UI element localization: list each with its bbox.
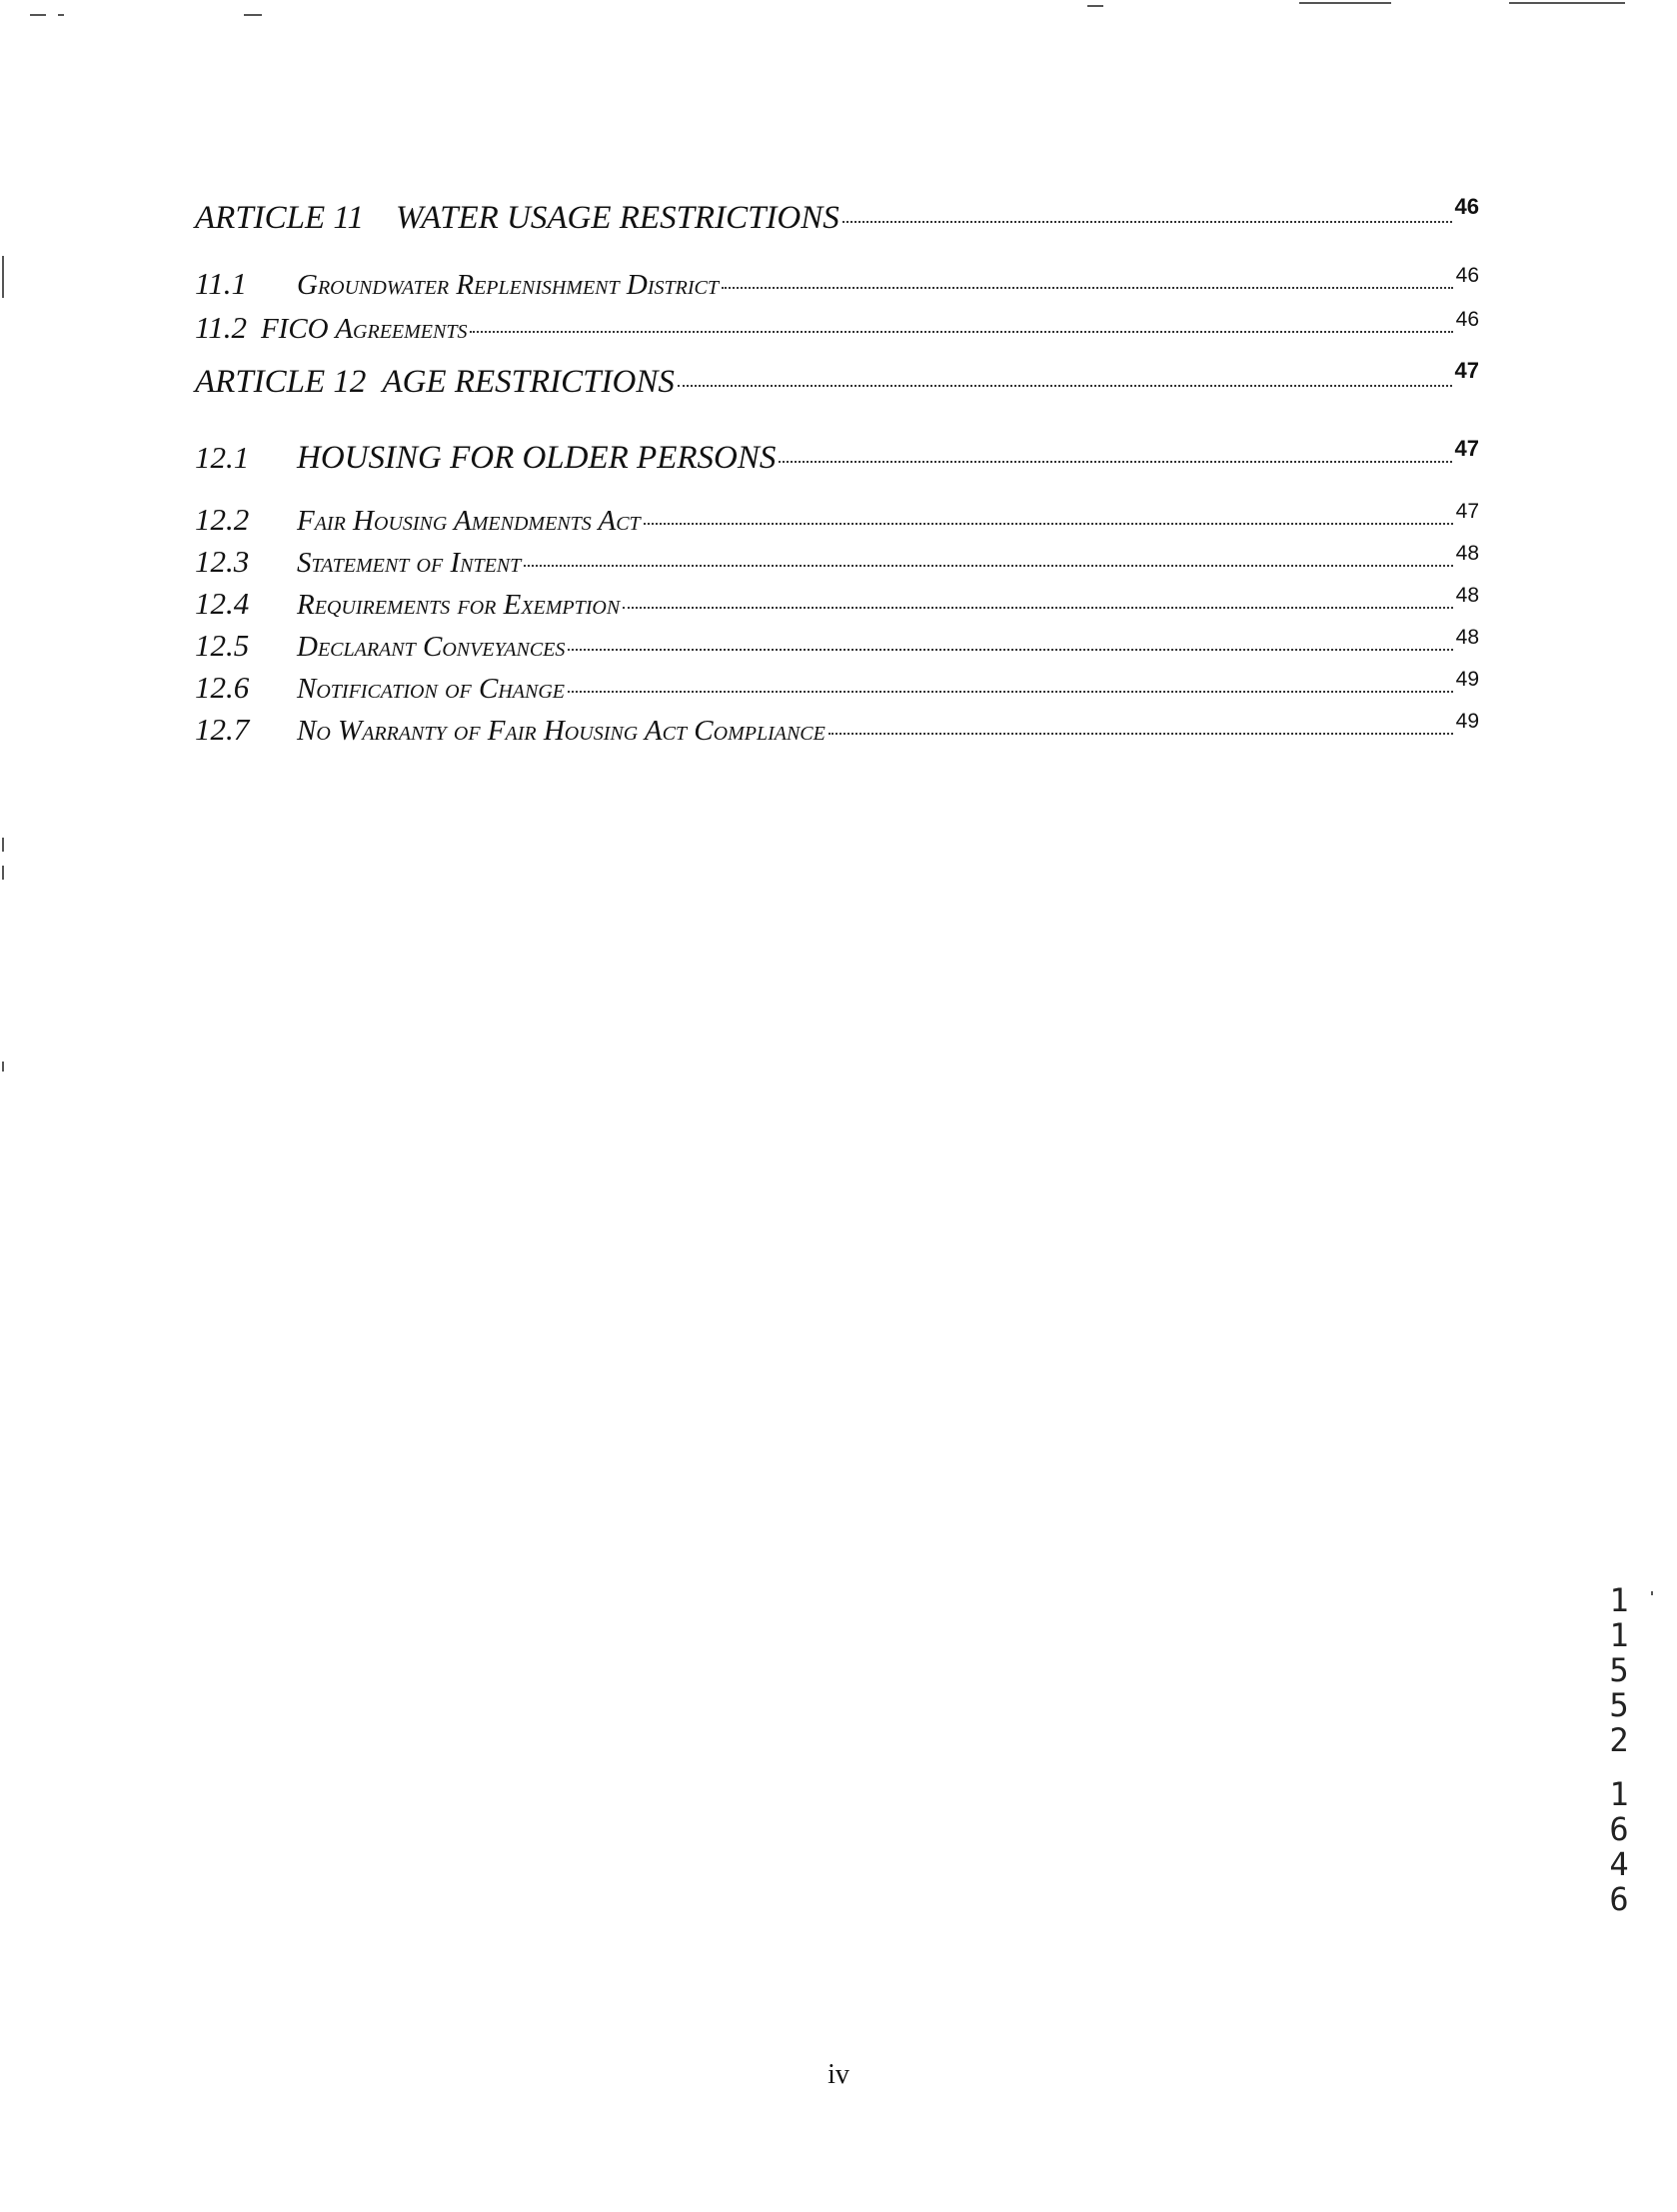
toc-entry-number: 12.6 <box>195 670 250 705</box>
toc-entry-page: 47 <box>1455 500 1479 523</box>
scan-mark <box>2 256 4 298</box>
toc-entry-page: 47 <box>1454 358 1479 383</box>
dot-leader <box>722 287 1453 289</box>
toc-section-12-6[interactable] <box>195 670 1479 706</box>
recording-stamp-page: 1646 <box>1609 1775 1629 1918</box>
toc-section-12-2[interactable] <box>195 502 1479 538</box>
toc-entry-page: 46 <box>1455 264 1479 287</box>
toc-entry-title: Groundwater Replenishment District <box>297 269 719 301</box>
scan-mark <box>2 838 4 852</box>
toc-entry-title: No Warranty of Fair Housing Act Compliance <box>297 715 826 747</box>
toc-entry-number: 12.1 <box>195 440 250 475</box>
toc-article-11[interactable] <box>195 194 1479 237</box>
toc-entry-number: 11.2 <box>195 310 247 345</box>
dot-leader <box>568 649 1452 651</box>
dot-leader <box>470 331 1452 333</box>
dot-leader <box>568 691 1453 693</box>
scan-mark <box>1509 2 1625 4</box>
toc-entry-page: 48 <box>1455 542 1479 565</box>
dot-leader <box>779 461 1451 463</box>
toc-entry-page: 47 <box>1454 436 1479 461</box>
scan-mark <box>1299 2 1391 4</box>
toc-entry-number: 11.1 <box>195 266 247 301</box>
toc-entry-page: 49 <box>1455 710 1479 733</box>
toc-entry-title: Fair Housing Amendments Act <box>297 505 641 537</box>
dot-leader <box>829 733 1453 735</box>
toc-section-11-2[interactable] <box>195 310 1479 346</box>
scan-mark <box>58 14 64 16</box>
toc-entry-page: 48 <box>1455 626 1479 649</box>
scan-mark <box>1087 5 1103 7</box>
toc-entry-title: HOUSING FOR OLDER PERSONS <box>297 440 777 476</box>
toc-entry-title: FICO Agreements <box>260 313 468 345</box>
scan-mark <box>1651 1591 1653 1595</box>
toc-entry-title: Declarant Conveyances <box>297 631 566 663</box>
page-number-footer: iv <box>828 2059 849 2090</box>
dot-leader <box>524 565 1452 567</box>
scan-mark <box>2 866 4 880</box>
toc-section-12-1[interactable] <box>195 436 1479 477</box>
toc-entry-number: ARTICLE 12 <box>195 364 367 400</box>
toc-section-12-5[interactable] <box>195 628 1479 664</box>
toc-entry-title: Requirements for Exemption <box>297 589 621 621</box>
toc-entry-title: AGE RESTRICTIONS <box>382 364 675 400</box>
toc-entry-page: 46 <box>1455 308 1479 331</box>
toc-entry-number: 12.4 <box>195 586 250 621</box>
scan-mark <box>2 1062 4 1072</box>
scan-mark <box>30 14 46 16</box>
toc-entry-page: 46 <box>1454 194 1479 219</box>
toc-section-12-4[interactable] <box>195 586 1479 622</box>
toc-entry-number: ARTICLE 11 <box>195 200 364 236</box>
toc-entry-title: Notification of Change <box>297 673 565 705</box>
toc-article-12[interactable] <box>195 358 1479 401</box>
recording-stamp-book: 11552 <box>1609 1581 1629 1759</box>
toc-entry-title: WATER USAGE RESTRICTIONS <box>395 200 839 236</box>
toc-entry-page: 48 <box>1455 584 1479 607</box>
toc-entry-page: 49 <box>1455 668 1479 691</box>
toc-section-11-1[interactable] <box>195 266 1479 302</box>
dot-leader <box>644 523 1453 525</box>
toc-entry-number: 12.2 <box>195 502 250 537</box>
dot-leader <box>678 385 1452 387</box>
dot-leader <box>842 221 1452 223</box>
scan-mark <box>244 14 262 16</box>
toc-entry-number: 12.3 <box>195 544 250 579</box>
toc-entry-title: Statement of Intent <box>297 547 522 579</box>
toc-entry-number: 12.7 <box>195 712 250 747</box>
toc-entry-number: 12.5 <box>195 628 250 663</box>
toc-section-12-3[interactable] <box>195 544 1479 580</box>
dot-leader <box>623 607 1452 609</box>
toc-section-12-7[interactable] <box>195 712 1479 748</box>
